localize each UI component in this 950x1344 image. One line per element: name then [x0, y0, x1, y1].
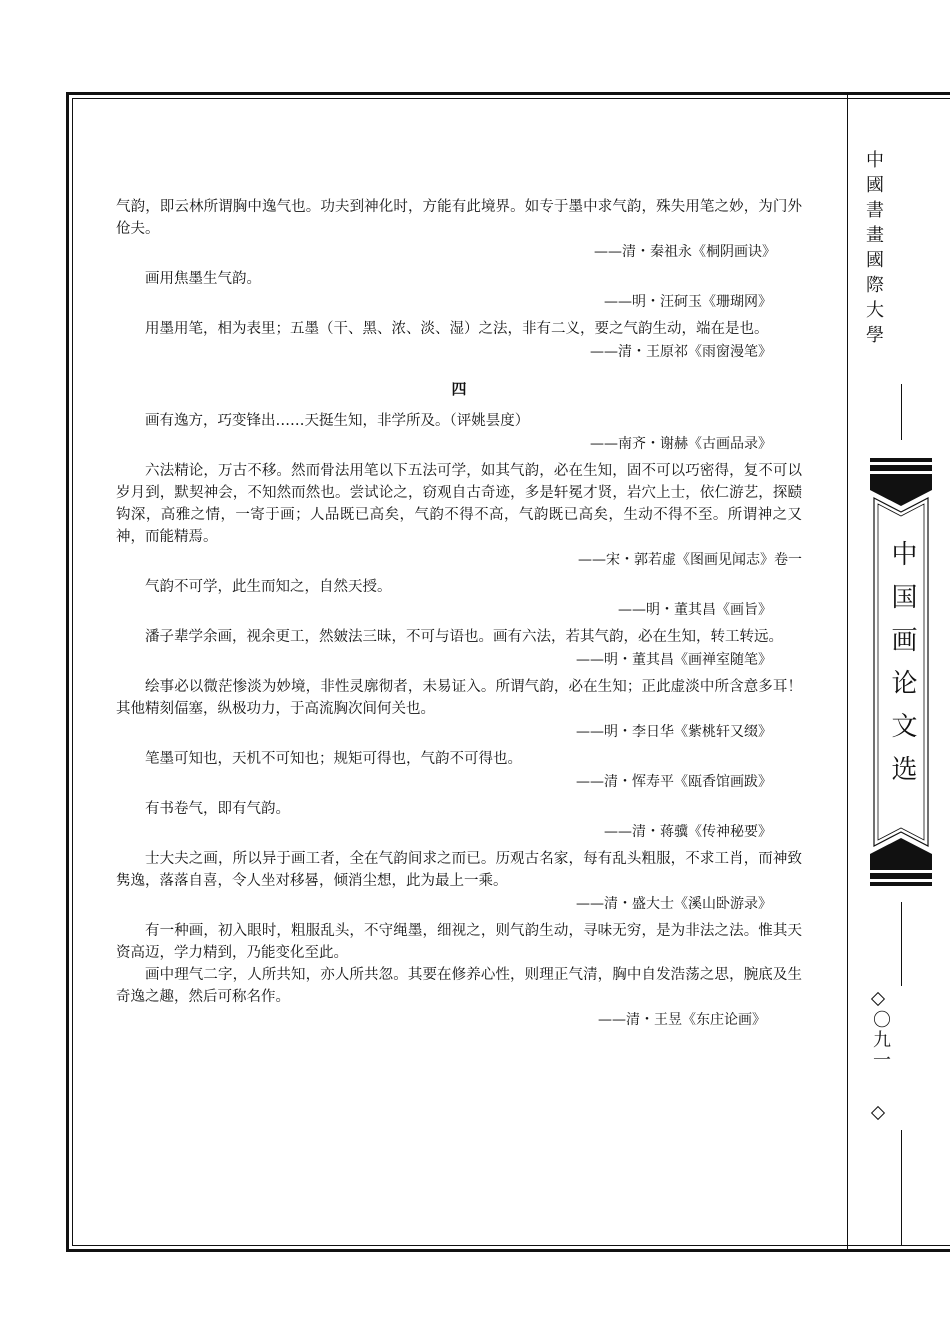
- quote-paragraph: 用墨用笔，相为表里；五墨（干、黑、浓、淡、湿）之法，非有二义，要之气韵生动，端在是也。: [145, 321, 769, 337]
- quote-source: ——清・秦祖永《桐阴画诀》: [594, 244, 776, 260]
- quote-paragraph: 气韵不可学，此生而知之，自然天授。: [145, 579, 392, 595]
- quote-paragraph: 气韵，即云林所谓胸中逸气也。功夫到神化时，方能有此境界。如专于墨中求气韵，殊失用笔之妙，为门外伧夫。: [116, 199, 802, 237]
- quote-source: ——清・王原祁《雨窗漫笔》: [590, 344, 772, 360]
- quote-source: ——明・汪砢玉《珊瑚网》: [604, 294, 772, 310]
- quote-paragraph: 士大夫之画，所以异于画工者，全在气韵间求之而已。历观古名家，每有乱头粗服，不求工肖，而神致隽逸，落落自喜，令人坐对移晷，倾消尘想，此为最上一乘。: [116, 851, 802, 889]
- quote-paragraph: 画有逸方，巧变锋出……天挺生知，非学所及。（评姚昙度）: [145, 413, 530, 429]
- margin-rule-bottom: [901, 1130, 902, 1246]
- page-number: 〇九一: [870, 1010, 891, 1070]
- quote-source: ——宋・郭若虚《图画见闻志》卷一: [578, 552, 802, 568]
- quote-paragraph: 六法精论，万古不移。然而骨法用笔以下五法可学，如其气韵，必在生知，固不可以巧密得，复不可以岁月到，默契神会，不知然而然也。尝试论之，窃观自古奇迹，多是轩冕才贤，岩穴上士，依仁游艺，探赜钩深，高雅之情，一寄于画；人品既已高矣，气韵不得不高，气韵既已高矣，生动不得不至。所谓神之又神，而能精焉。: [116, 463, 802, 545]
- quote-paragraph: 画用焦墨生气韵。: [145, 271, 261, 287]
- quote-source: ——明・李日华《紫桃轩又缀》: [576, 724, 772, 740]
- margin-rule-top: [901, 384, 902, 440]
- margin-rule-middle: [901, 902, 902, 986]
- quote-source: ——明・董其昌《画禅室随笔》: [576, 652, 772, 668]
- section-number: 四: [451, 380, 467, 398]
- quote-source: ——南齐・谢赫《古画品录》: [590, 436, 772, 452]
- quote-source: ——明・董其昌《画旨》: [618, 602, 772, 618]
- quote-paragraph: 有一种画，初入眼时，粗服乱头，不守绳墨，细视之，则气韵生动，寻味无穷，是为非法之法。惟其天资高迈，学力精到，乃能变化至此。: [116, 923, 802, 961]
- quote-paragraph: 绘事必以微茫惨淡为妙境，非性灵廓彻者，未易证入。所谓气韵，必在生知；正此虚淡中所含意多耳！其他精刻偪塞，纵极功力，于高流胸次间何关也。: [116, 679, 802, 717]
- main-text: [116, 196, 802, 1036]
- quote-source: ——清・恽寿平《瓯香馆画跋》: [576, 774, 772, 790]
- quote-source: ——清・盛大士《溪山卧游录》: [576, 896, 772, 912]
- margin-divider: [847, 94, 848, 1250]
- quote-paragraph: 画中理气二字，人所共知，亦人所共忽。其要在修养心性，则理正气清，胸中自发浩荡之思，腕底及生奇逸之趣，然后可称名作。: [116, 967, 802, 1005]
- book-title: 中国画论文选: [887, 540, 917, 798]
- quote-paragraph: 笔墨可知也，天机不可知也；规矩可得也，气韵不可得也。: [145, 751, 522, 767]
- quote-paragraph: 有书卷气，即有气韵。: [145, 801, 290, 817]
- quote-paragraph: 潘子辈学余画，视余更工，然皴法三昧，不可与语也。画有六法，若其气韵，必在生知，转工转远。: [145, 629, 783, 645]
- quote-source: ——清・王昱《东庄论画》: [598, 1012, 766, 1028]
- quote-source: ——清・蒋骥《传神秘要》: [604, 824, 772, 840]
- side-title: 中國書畫國際大學: [863, 150, 884, 350]
